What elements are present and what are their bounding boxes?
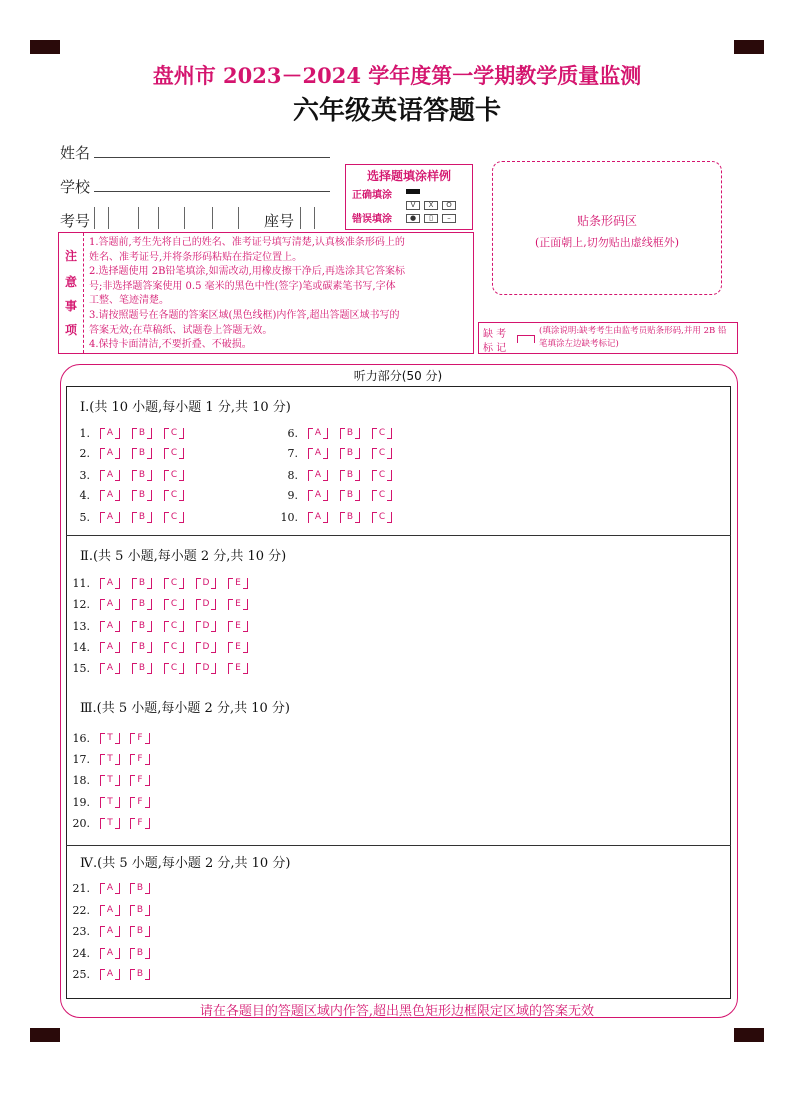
answer-option-c[interactable]: C <box>164 448 184 458</box>
question-number: 21. <box>72 882 90 895</box>
question-number: 25. <box>72 968 90 981</box>
absent-checkbox[interactable] <box>517 335 535 343</box>
question-number: 9. <box>287 489 298 502</box>
wrong-mark-cross: X <box>424 201 438 210</box>
answer-option-d[interactable]: D <box>196 663 216 673</box>
answer-option-a[interactable]: A <box>100 926 120 936</box>
barcode-title: 贴条形码区 <box>576 214 637 228</box>
answer-option-t[interactable]: T <box>100 818 120 828</box>
answer-option-a[interactable]: A <box>100 448 120 458</box>
seat-label: 座号 <box>264 212 295 230</box>
answer-option-a[interactable]: A <box>100 905 120 915</box>
question-number: 22. <box>72 904 90 917</box>
answer-option-f[interactable]: F <box>130 775 150 785</box>
answer-option-f[interactable]: F <box>130 733 150 743</box>
answer-option-c[interactable]: C <box>164 490 184 500</box>
school-field[interactable] <box>94 191 330 192</box>
answer-option-a[interactable]: A <box>100 883 120 893</box>
answer-option-a[interactable]: A <box>100 578 120 588</box>
school-label: 学校 <box>60 178 91 196</box>
answer-option-a[interactable]: A <box>100 663 120 673</box>
corner-marker <box>734 1028 764 1042</box>
answer-option-t[interactable]: T <box>100 775 120 785</box>
question-number: 5. <box>79 511 90 524</box>
question-number: 3. <box>79 469 90 482</box>
absent-label-2: 标 记 <box>483 343 507 354</box>
answer-option-b[interactable]: B <box>340 490 360 500</box>
question-number: 17. <box>72 753 90 766</box>
answer-option-e[interactable]: E <box>228 663 248 673</box>
answer-option-f[interactable]: F <box>130 754 150 764</box>
notes-side-label: 注 意 事 项 <box>59 233 84 353</box>
answer-option-b[interactable]: B <box>132 621 152 631</box>
answer-option-d[interactable]: D <box>196 621 216 631</box>
page-subtitle: 六年级英语答题卡 <box>292 96 501 126</box>
question-number: 11. <box>72 577 90 590</box>
question-number: 19. <box>72 796 90 809</box>
section-3-title: Ⅲ.(共 5 小题,每小题 2 分,共 10 分) <box>80 701 290 716</box>
answer-option-a[interactable]: A <box>308 490 328 500</box>
answer-option-c[interactable]: C <box>372 428 392 438</box>
answer-option-c[interactable]: C <box>164 470 184 480</box>
answer-option-b[interactable]: B <box>132 512 152 522</box>
question-number: 14. <box>72 641 90 654</box>
section-2-title: Ⅱ.(共 5 小题,每小题 2 分,共 10 分) <box>80 549 287 564</box>
wrong-mark-dot-icon: ● <box>406 214 420 223</box>
absent-label-1: 缺 考 <box>483 329 507 340</box>
answer-option-f[interactable]: F <box>130 797 150 807</box>
answer-option-a[interactable]: A <box>100 969 120 979</box>
answer-option-a[interactable]: A <box>100 642 120 652</box>
barcode-area <box>492 161 722 295</box>
wrong-mark-line-icon: – <box>442 214 456 223</box>
answer-option-a[interactable]: A <box>100 490 120 500</box>
answer-option-c[interactable]: C <box>164 621 184 631</box>
answer-option-c[interactable]: C <box>164 512 184 522</box>
answer-option-a[interactable]: A <box>100 948 120 958</box>
notes-box <box>58 232 474 354</box>
fill-sample-box <box>345 164 473 230</box>
question-number: 15. <box>72 662 90 675</box>
question-number: 1. <box>79 427 90 440</box>
answer-option-d[interactable]: D <box>196 578 216 588</box>
wrong-mark-circle: O <box>442 201 456 210</box>
footer-warning: 请在各题目的答题区域内作答,超出黑色矩形边框限定区域的答案无效 <box>199 1004 595 1019</box>
section-4-title: Ⅳ.(共 5 小题,每小题 2 分,共 10 分) <box>80 856 291 871</box>
page-title: 盘州市 2023－2024 学年度第一学期教学质量监测 <box>152 63 642 88</box>
answer-option-t[interactable]: T <box>100 733 120 743</box>
answer-option-a[interactable]: A <box>308 470 328 480</box>
question-number: 23. <box>72 925 90 938</box>
answer-option-t[interactable]: T <box>100 754 120 764</box>
notes-text: 1.答题前,考生先将自己的姓名、准考证号填写清楚,认真核准条形码上的 姓名、准考证号,并将条形码粘贴在指定位置上。 2.选择题使用 2B铅笔填涂,如需改动,用橡皮擦干净后,再选涂其它答案标 号;非选择题答案使用 0.5 毫米的黑色中性(签字)笔或碳素笔书写,字体 工整、笔迹清楚。 3.请按照题号在各题的答案区域(黑色线框)内作答,超出答题区域书写的 答案无效;在草稿纸、试题卷上答题无效。 4.保持卡面清洁,不要折叠、不破损。 <box>89 237 405 351</box>
answer-option-b[interactable]: B <box>132 448 152 458</box>
corner-marker <box>734 40 764 54</box>
answer-option-b[interactable]: B <box>340 512 360 522</box>
question-number: 18. <box>72 774 90 787</box>
answer-option-e[interactable]: E <box>228 578 248 588</box>
question-number: 13. <box>72 620 90 633</box>
answer-option-a[interactable]: A <box>100 512 120 522</box>
answer-option-b[interactable]: B <box>130 926 150 936</box>
question-number: 8. <box>287 469 298 482</box>
answer-option-b[interactable]: B <box>130 905 150 915</box>
wrong-fill-label: 错误填涂 <box>352 214 392 225</box>
section-divider <box>66 845 731 846</box>
answer-option-c[interactable]: C <box>164 663 184 673</box>
correct-fill-label: 正确填涂 <box>352 190 392 201</box>
answer-option-d[interactable]: D <box>196 599 216 609</box>
answer-option-c[interactable]: C <box>372 448 392 458</box>
question-number: 12. <box>72 598 90 611</box>
listening-heading: 听力部分(50 分) <box>353 369 443 383</box>
answer-option-e[interactable]: E <box>228 599 248 609</box>
question-number: 7. <box>287 447 298 460</box>
answer-option-t[interactable]: T <box>100 797 120 807</box>
barcode-hint: (正面朝上,切勿贴出虚线框外) <box>534 236 680 249</box>
section-1-title: Ⅰ.(共 10 小题,每小题 1 分,共 10 分) <box>80 400 291 415</box>
answer-option-b[interactable]: B <box>132 470 152 480</box>
absent-mark-box <box>478 322 738 354</box>
section-divider <box>66 535 731 536</box>
corner-marker <box>30 1028 60 1042</box>
question-number: 4. <box>79 489 90 502</box>
answer-option-a[interactable]: A <box>100 470 120 480</box>
question-number: 16. <box>72 732 90 745</box>
answer-option-c[interactable]: C <box>164 428 184 438</box>
answer-option-a[interactable]: A <box>100 621 120 631</box>
answer-option-b[interactable]: B <box>132 642 152 652</box>
absent-note: (填涂说明:缺考考生由监考员贴条形码,并用 2B 铅笔填涂左边缺考标记) <box>539 326 727 349</box>
answer-option-e[interactable]: E <box>228 642 248 652</box>
answer-option-c[interactable]: C <box>372 512 392 522</box>
answer-option-b[interactable]: B <box>132 428 152 438</box>
answer-option-c[interactable]: C <box>164 578 184 588</box>
answer-option-c[interactable]: C <box>372 470 392 480</box>
answer-option-b[interactable]: B <box>340 470 360 480</box>
answer-option-e[interactable]: E <box>228 621 248 631</box>
answer-option-a[interactable]: A <box>308 428 328 438</box>
answer-option-b[interactable]: B <box>132 663 152 673</box>
question-number: 20. <box>72 817 90 830</box>
answer-option-b[interactable]: B <box>132 578 152 588</box>
answer-option-a[interactable]: A <box>308 512 328 522</box>
question-number: 2. <box>79 447 90 460</box>
answer-option-d[interactable]: D <box>196 642 216 652</box>
exam-no-label: 考号 <box>60 212 91 230</box>
answer-option-b[interactable]: B <box>340 448 360 458</box>
corner-marker <box>30 40 60 54</box>
question-number: 24. <box>72 947 90 960</box>
wrong-mark-check: V <box>406 201 420 210</box>
answer-option-b[interactable]: B <box>132 490 152 500</box>
answer-option-c[interactable]: C <box>372 490 392 500</box>
answer-option-f[interactable]: F <box>130 818 150 828</box>
question-number: 6. <box>287 427 298 440</box>
answer-option-b[interactable]: B <box>132 599 152 609</box>
answer-option-b[interactable]: B <box>130 948 150 958</box>
wrong-mark-partial-icon: ▯ <box>424 214 438 223</box>
answer-option-b[interactable]: B <box>340 428 360 438</box>
answer-option-a[interactable]: A <box>100 428 120 438</box>
answer-option-c[interactable]: C <box>164 599 184 609</box>
answer-option-b[interactable]: B <box>130 969 150 979</box>
name-label: 姓名 <box>60 144 91 162</box>
answer-option-c[interactable]: C <box>164 642 184 652</box>
answer-option-a[interactable]: A <box>100 599 120 609</box>
fill-sample-title: 选择题填涂样例 <box>366 169 451 183</box>
answer-option-b[interactable]: B <box>130 883 150 893</box>
answer-option-a[interactable]: A <box>308 448 328 458</box>
question-number: 10. <box>280 511 298 524</box>
correct-fill-mark <box>406 189 420 194</box>
name-field[interactable] <box>94 157 330 158</box>
